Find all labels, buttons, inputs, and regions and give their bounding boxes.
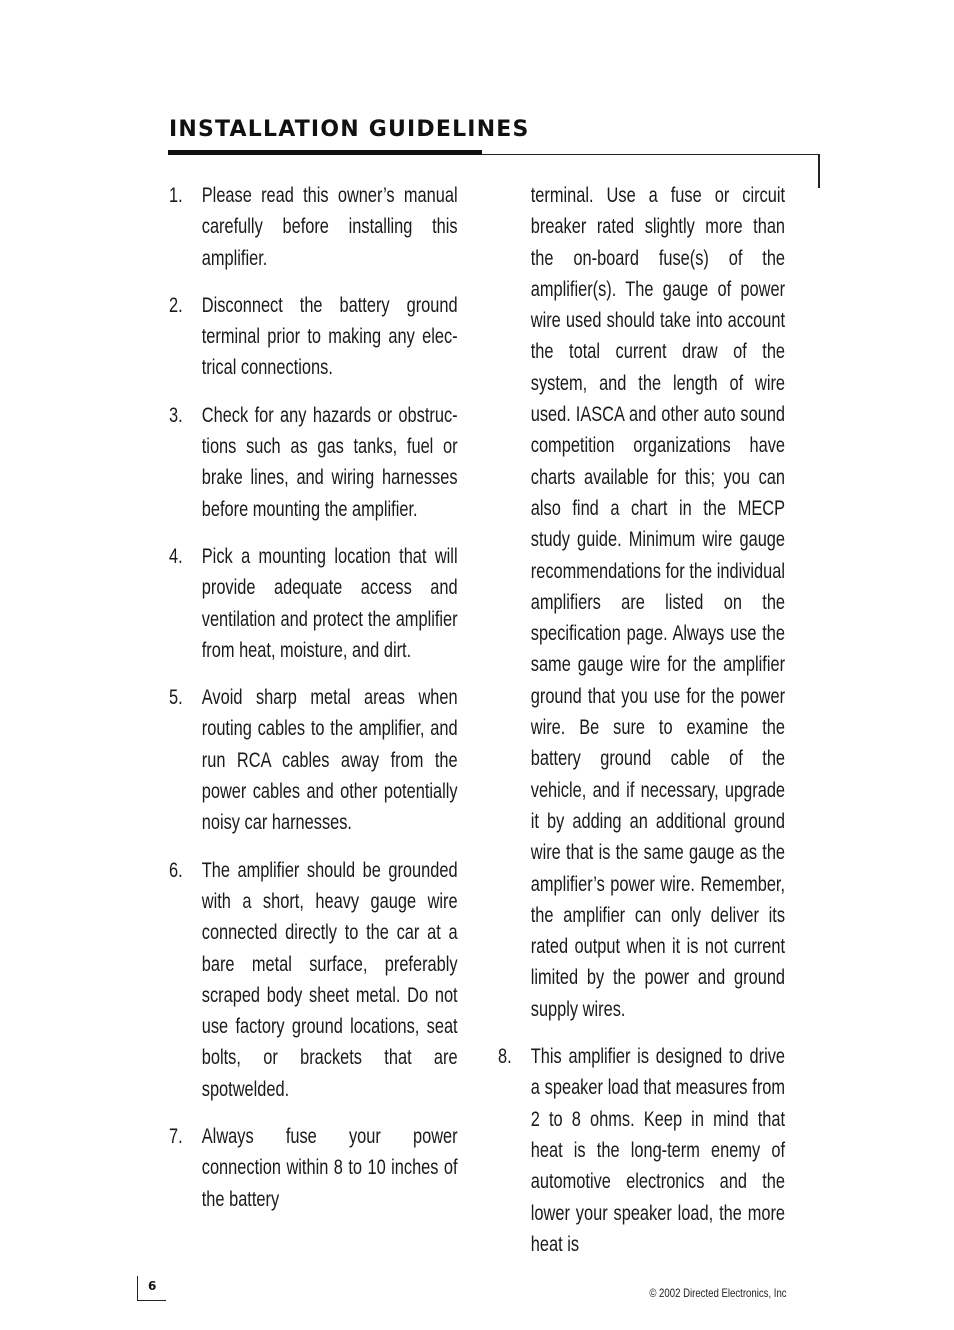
- item-text: Pick a mounting location that will provide adequate access and ventilation and protect the amplifier from heat, moisture, and dirt.: [201, 544, 458, 662]
- item-text: Always fuse your power connection within 8 to 10 inches of the battery: [201, 1125, 458, 1211]
- item-number: 4.: [169, 544, 183, 568]
- item-text: Check for any hazards or obstructions such as gas tanks, fuel or brake lines, and wiring harnesses before mounting the amplifier.: [201, 403, 458, 521]
- item-number: 2.: [169, 293, 183, 317]
- guideline-item-8: [498, 1041, 785, 1260]
- item-number: 3.: [169, 403, 183, 427]
- item-text: This amplifier is designed to drive a speaker load that measures from 2 to 8 ohms. Keep in mind that heat is the long-term enemy of automotive electronics and the lower your speaker load, the more heat is: [530, 1045, 786, 1256]
- right-column: [498, 180, 785, 1276]
- guideline-item-7: [169, 1121, 458, 1215]
- left-column: [169, 180, 458, 1231]
- guideline-item-2: [169, 290, 458, 384]
- item-number: 6.: [169, 858, 183, 882]
- guideline-item-7-continued: terminal. Use a fuse or circuit breaker rated slightly more than the on-board fuse(s) of the amplifier(s). The gauge of power wire used should take into account the total current draw of the system, and the length of wire used. IASCA and other auto sound competition organizations have charts available for this; you can also find a chart in the MECP study guide. Minimum wire gauge recommendations for the individual amplifiers are listed on the specification page. Always use the same gauge wire for the amplifier ground that you use for the power wire. Be sure to examine the battery ground cable of the vehicle, and if necessary, upgrade it by adding an additional ground wire that is the same gauge as the amplifier’s power wire. Remember, the amplifier can only deliver its rated output when it is not current limited by the power and ground supply wires.: [530, 184, 786, 1021]
- item-number: 7.: [169, 1125, 183, 1149]
- guideline-item-6: [169, 855, 458, 1105]
- guideline-item-5: [169, 682, 458, 838]
- item-number: 5.: [169, 686, 183, 710]
- guideline-item-1: [169, 180, 458, 274]
- page-heading: INSTALLATION GUIDELINES: [169, 117, 530, 142]
- guideline-item-4: [169, 541, 458, 666]
- item-number: 8.: [498, 1045, 512, 1069]
- item-text: Please read this owner’s manual carefully before installing this amplifier.: [201, 184, 458, 270]
- heading-rule-thin: [482, 154, 819, 155]
- guideline-item-3: [169, 400, 458, 525]
- item-text: The amplifier should be grounded with a short, heavy gauge wire connected directly to the car at a bare metal surface, preferably scraped body sheet metal. Do not use factory ground locations, seat bolts, or brackets that are spotwelded.: [201, 858, 458, 1101]
- item-text: Disconnect the battery ground terminal prior to making any electrical connections.: [201, 293, 458, 380]
- item-number: 1.: [169, 184, 183, 207]
- item-text: Avoid sharp metal areas when routing cables to the amplifier, and run RCA cables away from the power cables and other potentially noisy car harnesses.: [201, 686, 458, 835]
- page-number: 6: [148, 1279, 157, 1293]
- heading-rule-thick: [168, 150, 482, 155]
- copyright-notice: © 2002 Directed Electronics, Inc: [649, 1286, 787, 1300]
- heading-rule-vertical: [818, 154, 820, 188]
